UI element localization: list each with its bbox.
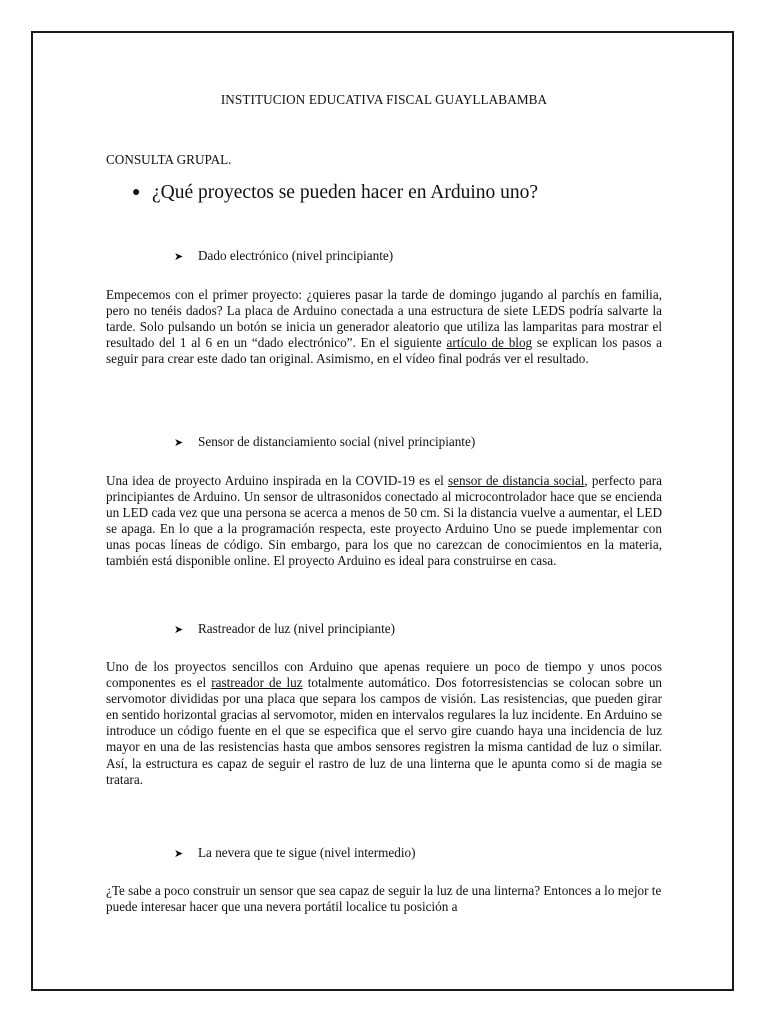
institution-title: INSTITUCION EDUCATIVA FISCAL GUAYLLABAMBA	[220, 92, 548, 107]
section-heading-rastreador	[174, 621, 395, 637]
section-paragraph-rastreador	[106, 659, 662, 788]
paragraph-text: Empecemos con el primer proyecto: ¿quieres pasar la tarde de domingo jugando al parchís en familia, pero no tenéis dados? La placa de Arduino conectada a una estructura de siete LEDS podría salvarte la tarde. Solo pulsando un botón se inicia un generador aleatorio que utiliza las lamparitas para mostrar el resultado del 1 al 6 en un “dado electrónico”. En el siguiente	[106, 287, 662, 351]
social-distance-sensor-link[interactable]: sensor de distancia social	[448, 473, 585, 488]
arrowhead-icon: ➤	[174, 624, 184, 636]
section-heading-nevera	[174, 845, 416, 861]
section-paragraph-nevera	[106, 883, 662, 915]
arrowhead-icon: ➤	[174, 848, 184, 860]
bullet-icon: ●	[132, 185, 141, 200]
arrowhead-icon: ➤	[174, 251, 184, 263]
main-question	[132, 182, 538, 204]
paragraph-text: se explican los pasos a seguir para crear este dado tan original. Asimismo, en el vídeo final podrás ver el resultado.	[106, 335, 662, 367]
section-heading-text: Dado electrónico (nivel principiante)	[198, 248, 394, 263]
section-heading-text: Rastreador de luz (nivel principiante)	[198, 621, 396, 636]
paragraph-text: ¿Te sabe a poco construir un sensor que sea capaz de seguir la luz de una linterna? Entonces a lo mejor te puede interesar hacer que una nevera portátil localice tu posición a	[106, 883, 662, 915]
blog-article-link[interactable]: artículo de blog	[446, 335, 533, 351]
paragraph-text: Una idea de proyecto Arduino inspirada en la COVID-19 es el	[106, 473, 449, 488]
section-heading-dado	[174, 248, 393, 264]
section-heading-text: Sensor de distanciamiento social (nivel principiante)	[198, 434, 476, 449]
main-question-text: ¿Qué proyectos se pueden hacer en Arduino uno?	[152, 182, 539, 203]
section-paragraph-sensor	[106, 473, 662, 570]
section-paragraph-dado	[106, 287, 662, 367]
paragraph-text: , perfecto para principiantes de Arduino. Un sensor de ultrasonidos conectado al microcontrolador hace que se encienda un LED cada vez que una persona se acerca a menos de 50 cm. Si la distancia vuelve a aumentar, el LED se apaga. En lo que a la programación respecta, este proyecto Arduino Uno se puede implementar con unas pocas líneas de código. Sin embargo, para los que no carezcan de conocimientos en la materia, también está disponible online. El proyecto Arduino es ideal para construirse en casa.	[106, 473, 662, 569]
arrowhead-icon: ➤	[174, 437, 184, 449]
section-heading-sensor	[174, 434, 475, 450]
light-tracker-link[interactable]: rastreador de luz	[211, 675, 303, 691]
consulta-label: CONSULTA GRUPAL.	[106, 152, 232, 167]
paragraph-text: Uno de los proyectos sencillos con Arduino que apenas requiere un poco de tiempo y unos pocos componentes es el	[106, 659, 662, 691]
paragraph-text: totalmente automático. Dos fotorresistencias se colocan sobre un servomotor divididas por una placa que separa los campos de visión. Las resistencias, que pueden girar en sentido horizontal gracias al servomotor, miden en intervalos regulares la luz incidente. En Arduino se introduce un código fuente en el que se especifica que el servo gire cuando haya una incidencia de luz mayor en una de las resistencias hasta que ambos sensores registren la misma cantidad de luz o similar. Así, la estructura es capaz de seguir el rastro de luz de una linterna que le apunta como si de magia se tratara.	[106, 675, 663, 787]
section-heading-text: La nevera que te sigue (nivel intermedio)	[198, 845, 416, 860]
